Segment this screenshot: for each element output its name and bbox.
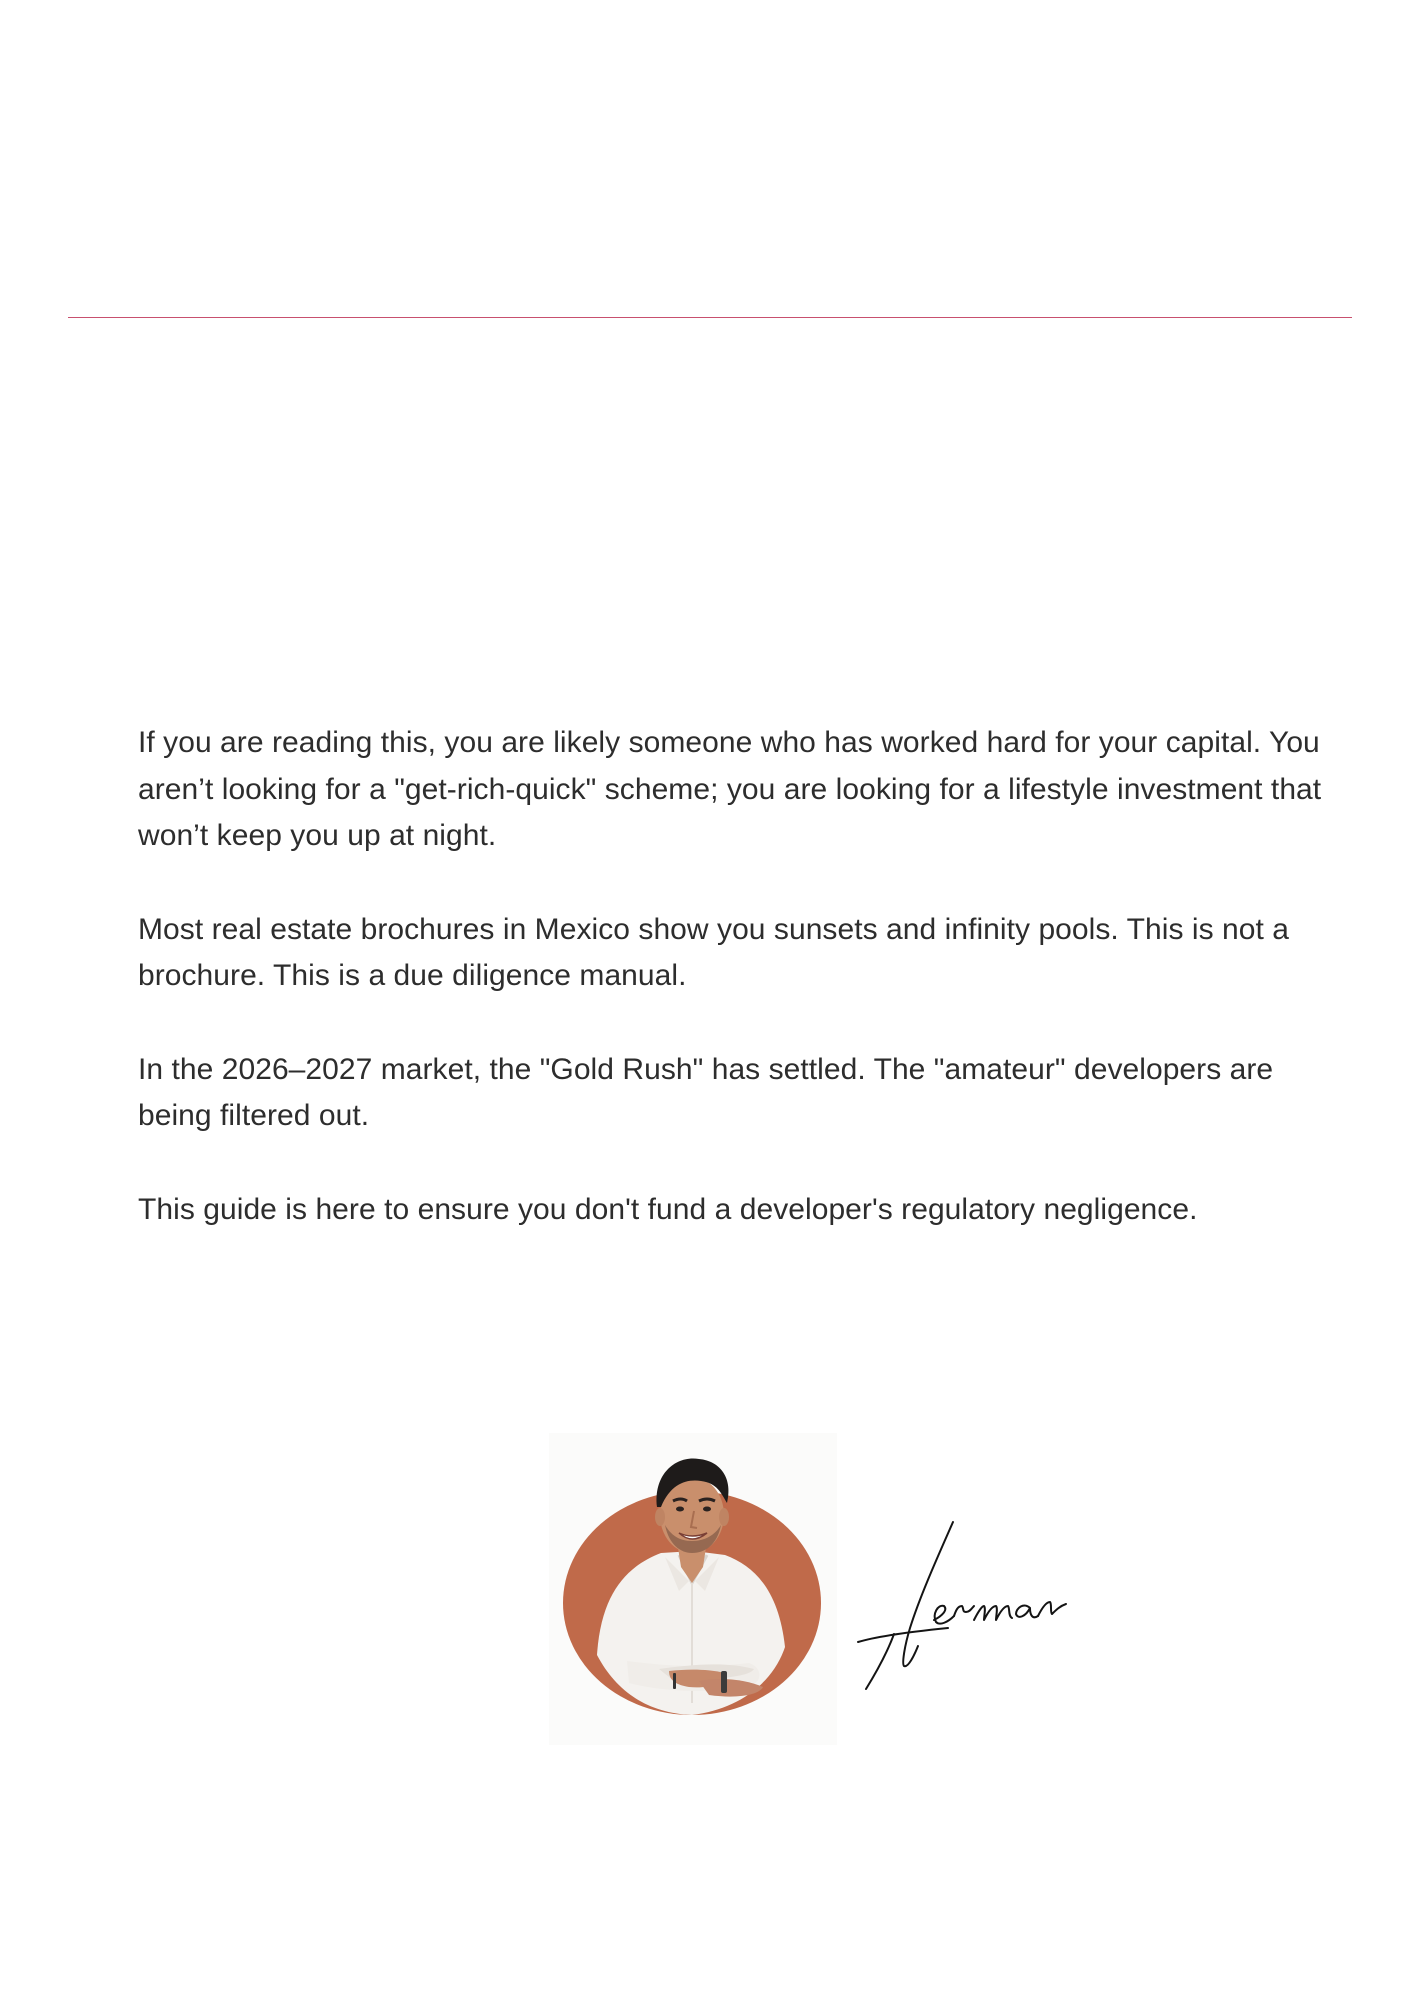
paragraph-4: This guide is here to ensure you don't fund a developer's regulatory negligence.: [138, 1192, 1198, 1226]
signature-herman: [838, 1516, 1118, 1691]
paragraph-1: If you are reading this, you are likely someone who has worked hard for your capital. You aren’t looking for a "get-rich-quick" scheme; you are looking for a lifestyle investment that won’t keep you up at night.: [138, 726, 1322, 852]
divider-line: [68, 317, 1352, 318]
portrait-illustration: [549, 1433, 837, 1745]
paragraph-2: Most real estate brochures in Mexico show you sunsets and infinity pools. This is not a brochure. This is a due diligence manual.: [138, 912, 1290, 992]
author-portrait: [549, 1433, 837, 1745]
signature: [838, 1516, 1118, 1691]
paragraph-3: In the 2026–2027 market, the "Gold Rush" has settled. The "amateur" developers are being filtered out.: [138, 1052, 1274, 1132]
intro-text: [138, 720, 1338, 1280]
